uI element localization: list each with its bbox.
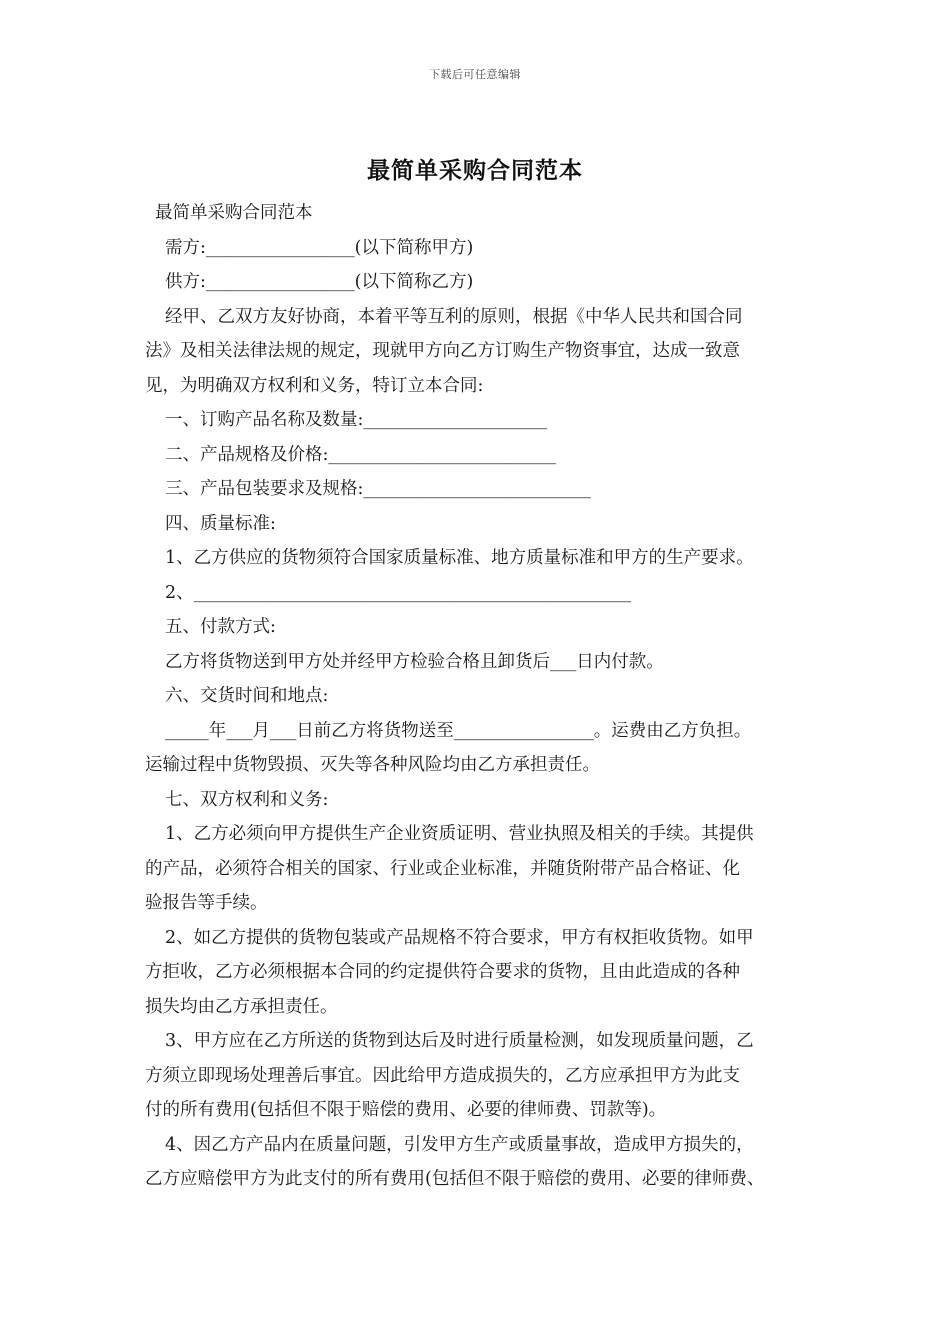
contract-line: 一、订购产品名称及数量:_____________________ bbox=[165, 410, 548, 430]
contract-line: 损失均由乙方承担责任。 bbox=[145, 996, 338, 1017]
contract-line: 1、乙方供应的货物须符合国家质量标准、地方质量标准和甲方的生产要求。 bbox=[165, 548, 754, 568]
contract-line: 供方:_________________(以下简称乙方) bbox=[165, 272, 474, 292]
contract-line: 法》及相关法律法规的规定，现就甲方向乙方订购生产物资事宜，达成一致意 bbox=[145, 341, 740, 361]
contract-line: 二、产品规格及价格:__________________________ bbox=[165, 444, 556, 465]
contract-line: 方须立即现场处理善后事宜。因此给甲方造成损失的，乙方应承担甲方为此支 bbox=[145, 1065, 740, 1086]
contract-line: 运输过程中货物毁损、灭失等各种风险均由乙方承担责任。 bbox=[145, 755, 600, 775]
contract-line: 经甲、乙双方友好协商，本着平等互利的原则，根据《中华人民共和国合同 bbox=[165, 306, 743, 327]
contract-body bbox=[145, 196, 825, 1197]
contract-line: 七、双方权利和义务: bbox=[165, 789, 329, 810]
document-title: 最简单采购合同范本 bbox=[367, 157, 583, 184]
contract-line: 的产品，必须符合相关的国家、行业或企业标准，并随货附带产品合格证、化 bbox=[145, 858, 740, 879]
contract-line: 需方:_________________(以下简称甲方) bbox=[165, 237, 474, 258]
contract-line: 六、交货时间和地点: bbox=[165, 686, 329, 706]
contract-line: 见，为明确双方权利和义务，特订立本合同: bbox=[145, 375, 484, 396]
contract-line: 五、付款方式: bbox=[165, 617, 276, 637]
contract-line: 1、乙方必须向甲方提供生产企业资质证明、营业执照及相关的手续。其提供 bbox=[165, 824, 754, 844]
contract-line: 4、因乙方产品内在质量问题，引发甲方生产或质量事故，造成甲方损失的， bbox=[165, 1134, 754, 1155]
contract-line: _____年___月___日前乙方将货物送至________________。运费由乙方负担。 bbox=[165, 720, 752, 741]
contract-line: 3、甲方应在乙方所送的货物到达后及时进行质量检测，如发现质量问题，乙 bbox=[165, 1031, 754, 1051]
contract-line: 付的所有费用(包括但不限于赔偿的费用、必要的律师费、罚款等)。 bbox=[145, 1100, 667, 1120]
contract-line: 方拒收，乙方必须根据本合同的约定提供符合要求的货物，且由此造成的各种 bbox=[145, 962, 740, 982]
contract-line: 乙方应赔偿甲方为此支付的所有费用(包括但不限于赔偿的费用、必要的律师费、 bbox=[145, 1169, 765, 1189]
contract-line: 乙方将货物送到甲方处并经甲方检验合格且卸货后___日内付款。 bbox=[165, 651, 664, 672]
contract-line: 2、如乙方提供的货物包装或产品规格不符合要求，甲方有权拒收货物。如甲 bbox=[165, 927, 754, 948]
contract-line: 四、质量标准: bbox=[165, 513, 276, 534]
contract-line: 最简单采购合同范本 bbox=[155, 203, 313, 223]
page-header-note: 下载后可任意编辑 bbox=[429, 68, 521, 81]
contract-line: 验报告等手续。 bbox=[145, 893, 268, 913]
contract-line: 三、产品包装要求及规格:__________________________ bbox=[165, 479, 591, 499]
contract-line: 2、__________________________________________________ bbox=[165, 582, 632, 603]
